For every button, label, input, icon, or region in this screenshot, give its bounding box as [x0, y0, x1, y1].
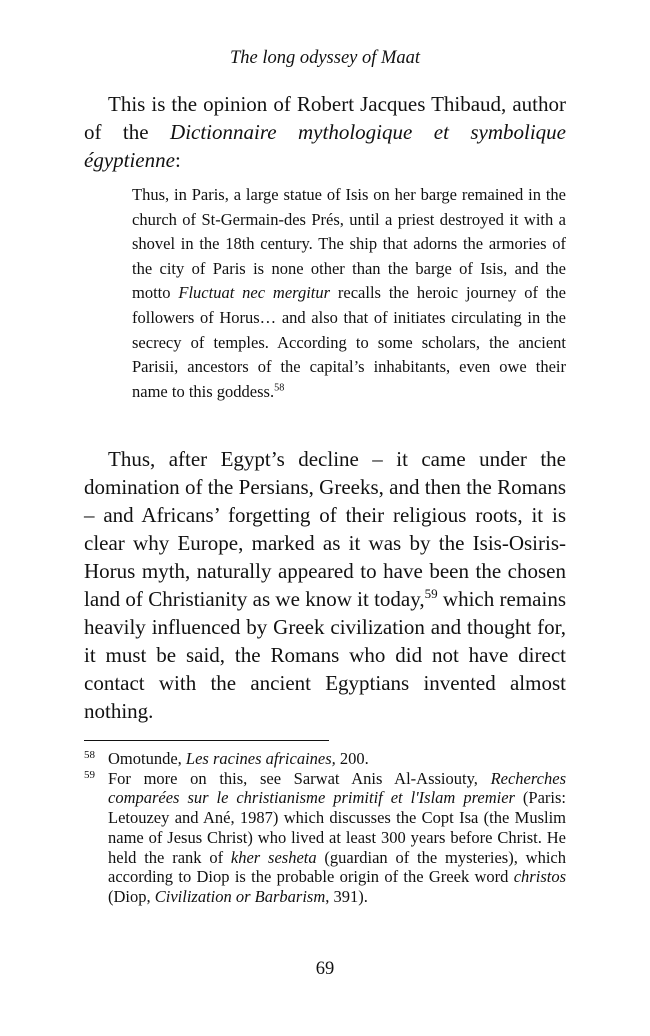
footnote-book-title: Civilization or Barbarism [154, 886, 326, 906]
footnote-text: (Paris: Letouzey and Ané, 1987) which discusses the Copt Isa (the Muslim name of Jesus Christ) who lived at least 300 years before Christ. He held the rank of [108, 788, 566, 867]
running-title: The long odyssey of Maat [229, 48, 421, 68]
footnote-text: (Diop, [108, 886, 155, 906]
paragraph-intro [84, 90, 566, 174]
paragraph-main [84, 445, 566, 725]
block-quote [132, 183, 566, 404]
footnote-ref-58[interactable]: 58 [274, 382, 285, 394]
footnote-term: christos [513, 867, 566, 887]
footnote-number: 59 [84, 768, 95, 781]
footnote-text: Omotunde, [108, 749, 186, 768]
footnote-divider [84, 740, 329, 741]
footnote-book-title: Les racines africaines, [185, 749, 336, 768]
footnote-ref-59[interactable]: 59 [424, 585, 438, 601]
footnotes [84, 749, 566, 907]
footnote-book-title: Recherches comparées sur le christianisme primitif et l'Islam premier [108, 768, 566, 808]
footnote-number: 58 [84, 749, 95, 761]
quote-text-end: recalls the heroic journey of the followers of Horus… and also that of initiates circulating in the secrecy of temples. According to some scholars, the ancient Parisii, ancestors of the capital’s inhabitants, even owe their name to this goddess. [132, 283, 566, 401]
page-number-text: 69 [315, 959, 335, 979]
main-text: Thus, after Egypt’s decline – it came under the domination of the Persians, Greeks, and then the Romans – and Africans’ forgetting of their religious roots, it is clear why Europe, marked as it was by the Isis-Osiris-Horus myth, naturally appeared to have been the chosen land of Christianity as we know it today, [84, 447, 566, 611]
quote-text: Thus, in Paris, a large statue of Isis on her barge remained in the church of St-Germain-des Prés, until a priest destroyed it with a shovel in the 18th century. The ship that adorns the armories of the city of Paris is none other than the barge of Isis, and the motto [132, 185, 566, 303]
intro-colon: : [174, 148, 181, 172]
footnote-text: , 391). [325, 886, 368, 906]
footnote-58 [84, 749, 566, 769]
footnote-59 [84, 769, 566, 907]
page-number [0, 957, 650, 981]
main-text-end: which remains heavily influenced by Greek civilization and thought for, it must be said, the Romans who did not have direct contact with the ancient Egyptians invented almost nothing. [84, 587, 567, 723]
footnote-text: 200. [335, 749, 369, 768]
footnote-term: kher sesheta [230, 847, 317, 867]
intro-text: This is the opinion of Robert Jacques Thibaud, author of the [84, 92, 566, 144]
footnote-text: For more on this, see Sarwat Anis Al-Assiouty, [108, 768, 491, 788]
dictionary-title: Dictionnaire mythologique et symbolique égyptienne [84, 120, 566, 172]
paris-motto: Fluctuat nec mergitur [178, 283, 331, 303]
running-header [0, 46, 650, 70]
footnote-text: (guardian of the mysteries), which according to Diop is the probable origin of the Greek word [108, 847, 566, 887]
